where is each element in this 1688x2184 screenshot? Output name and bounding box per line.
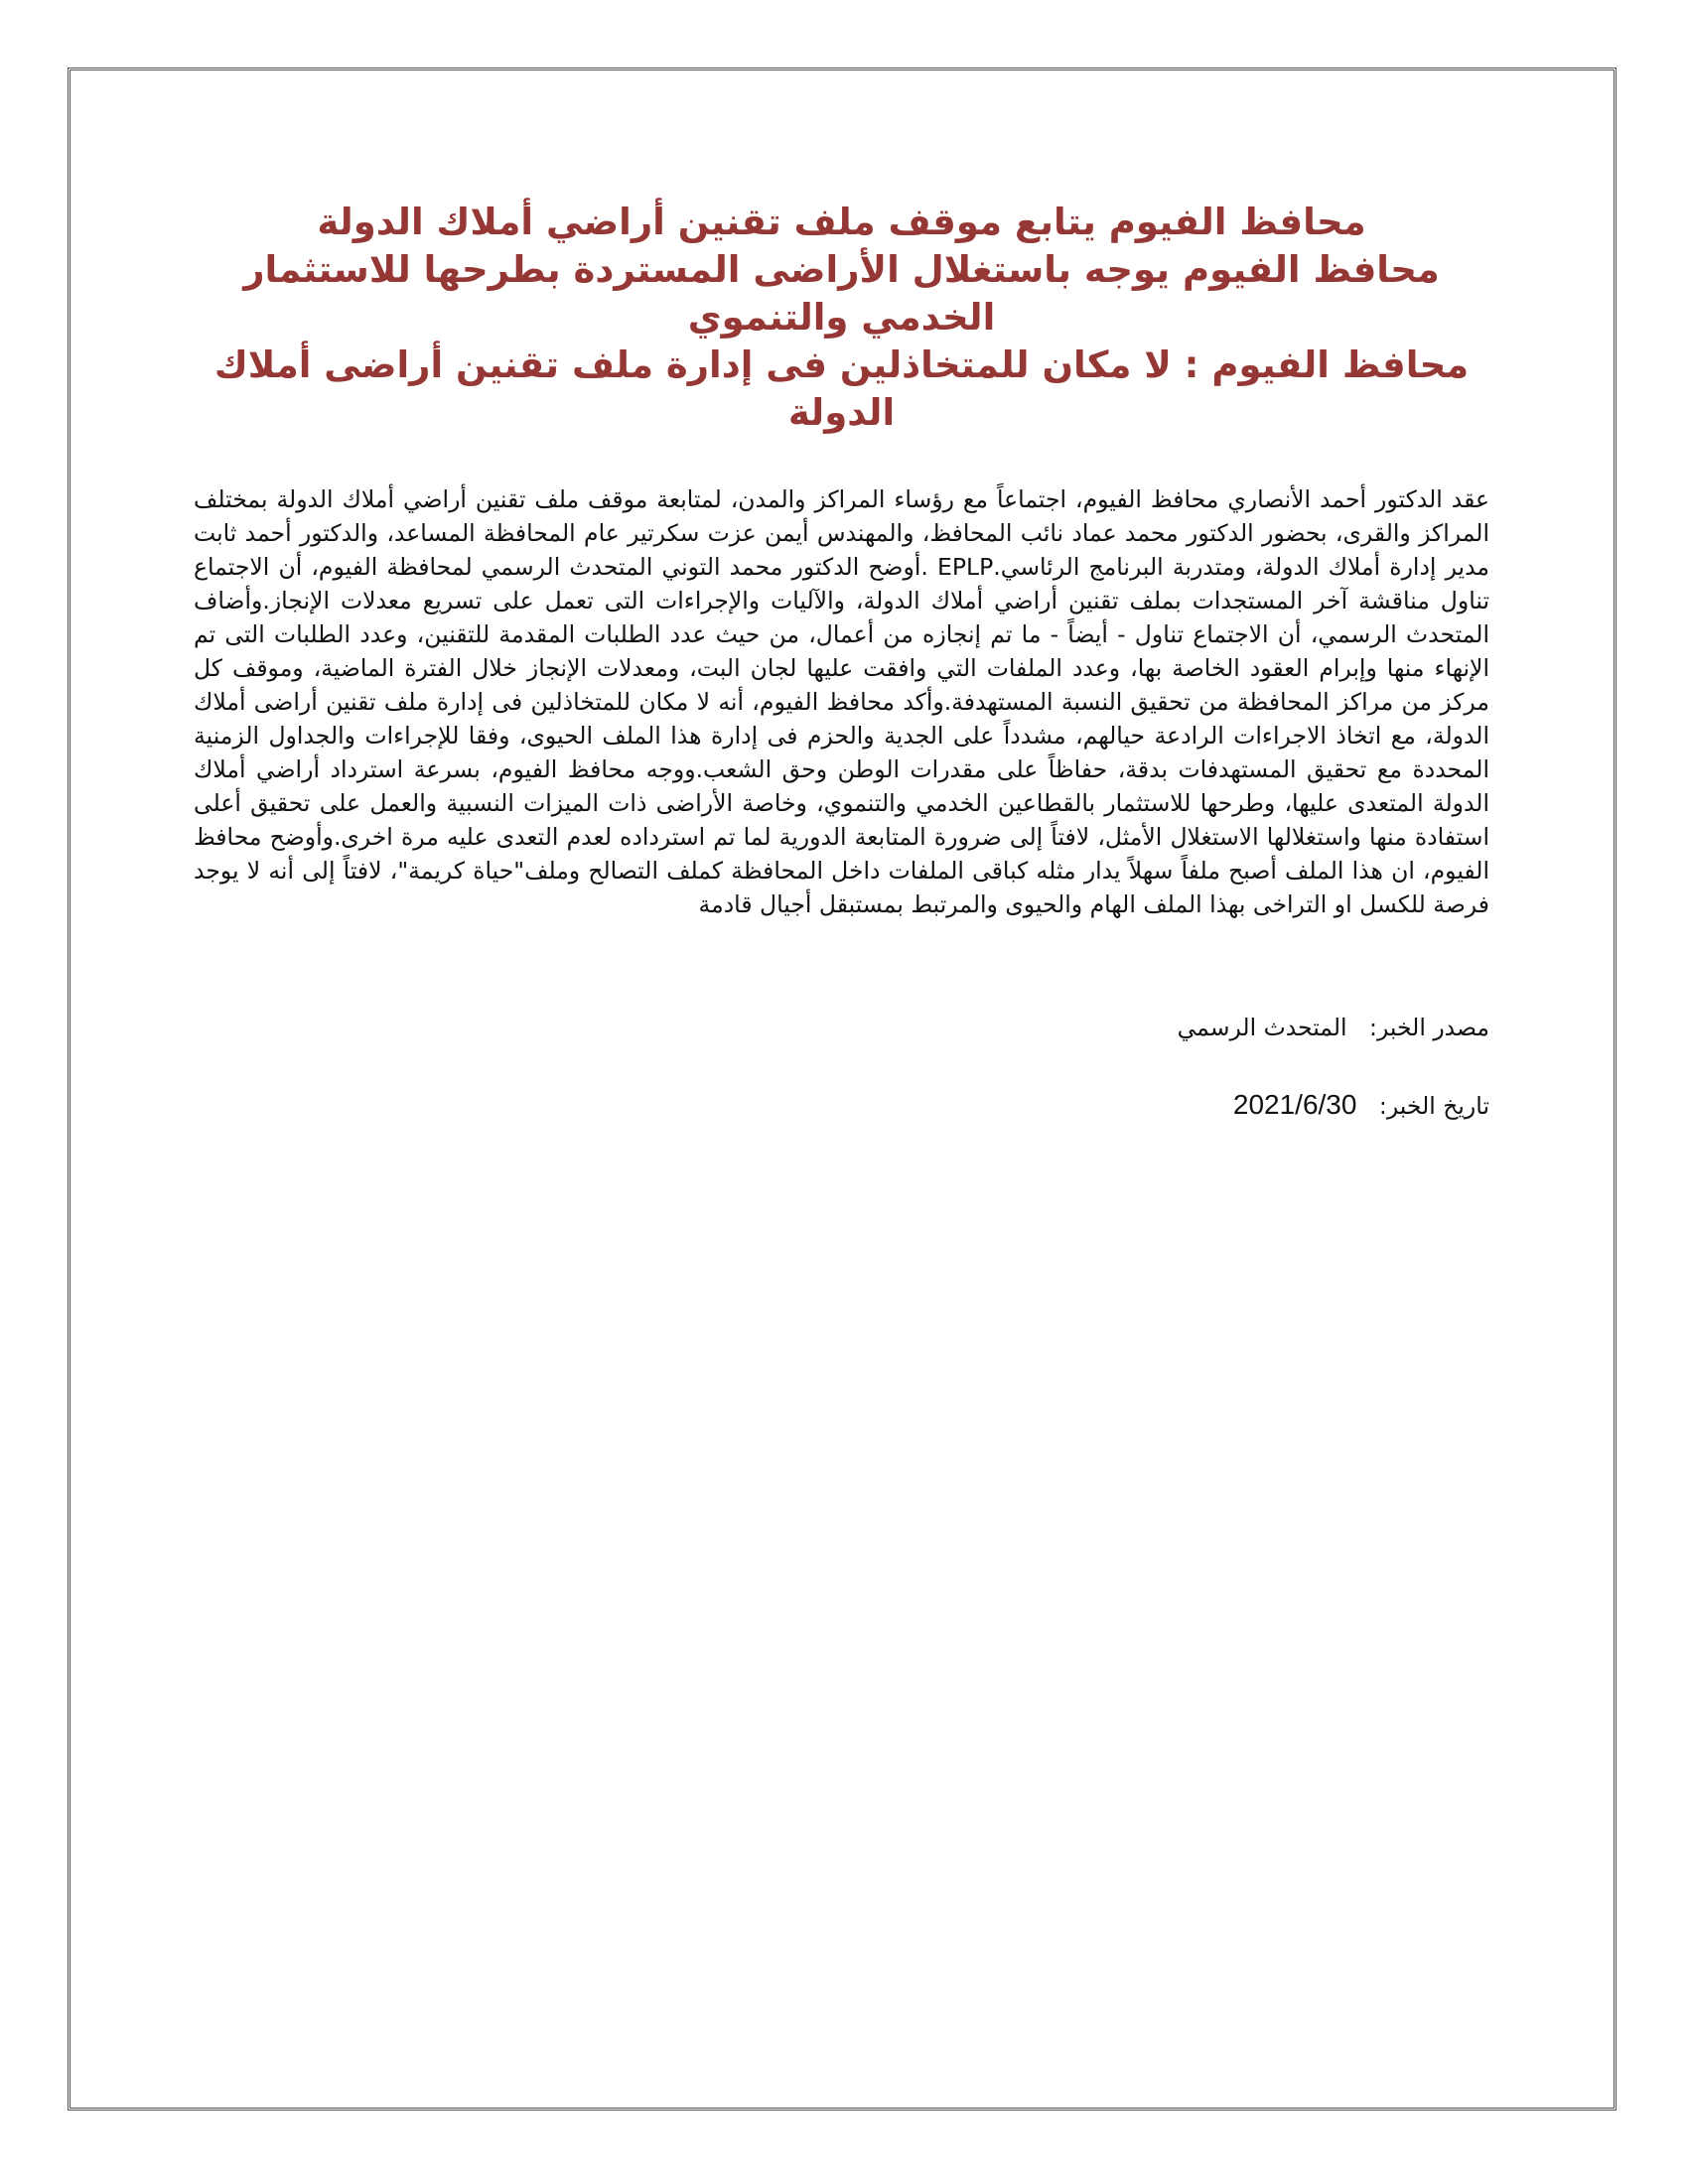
headline-3: محافظ الفيوم : لا مكان للمتخاذلين فى إدارة ملف تقنين أراضى أملاك الدولة: [213, 343, 1470, 434]
source-value: المتحدث الرسمي: [1177, 1014, 1347, 1041]
document-content: [194, 199, 1489, 1166]
headline-block: [194, 199, 1489, 437]
date-label: تاريخ الخبر:: [1378, 1092, 1489, 1120]
date-value: 2021/6/30: [1232, 1089, 1357, 1120]
article-body: عقد الدكتور أحمد الأنصاري محافظ الفيوم، اجتماعاً مع رؤساء المراكز والمدن، لمتابعة موقف ملف تقنين أراضي أملاك الدولة بمختلف المراكز والقرى، بحضور الدكتور محمد عماد نائب المحافظ، والمهندس أيمن عزت سكرتير عام المحافظة المساعد، والدكتور أحمد ثابت مدير إدارة أملاك الدولة، ومتدربة البرنامج الرئاسي.EPLP .أوضح الدكتور محمد التوني المتحدث الرسمي لمحافظة الفيوم، أن الاجتماع تناول مناقشة آخر المستجدات بملف تقنين أراضي أملاك الدولة، والآليات والإجراءات التى تعمل على تسريع معدلات الإنجاز.وأضاف المتحدث الرسمي، أن الاجتماع تناول - أيضاً - ما تم إنجازه من أعمال، من حيث عدد الطلبات المقدمة للتقنين، وعدد الطلبات التى تم الإنهاء منها وإبرام العقود الخاصة بها، وعدد الملفات التي وافقت عليها لجان البت، ومعدلات الإنجاز خلال الفترة الماضية، وموقف كل مركز من مراكز المحافظة من تحقيق النسبة المستهدفة.وأكد محافظ الفيوم، أنه لا مكان للمتخاذلين فى إدارة ملف تقنين أراضى أملاك الدولة، مع اتخاذ الاجراءات الرادعة حيالهم، مشدداً على الجدية والحزم فى إدارة هذا الملف الحيوى، وفقا للإجراءات والجداول الزمنية المحددة مع تحقيق المستهدفات بدقة، حفاظاً على مقدرات الوطن وحق الشعب.ووجه محافظ الفيوم، بسرعة استرداد أراضي أملاك الدولة المتعدى عليها، وطرحها للاستثمار بالقطاعين الخدمي والتنموي، وخاصة الأراضى ذات الميزات النسبية والعمل على تحقيق أعلى استفادة منها واستغلالها الاستغلال الأمثل، لافتاً إلى ضرورة المتابعة الدورية لما تم استرداده لعدم التعدى عليه مرة اخرى.وأوضح محافظ الفيوم، ان هذا الملف أصبح ملفاً سهلاً يدار مثله كباقى الملفات داخل المحافظة كملف التصالح وملف"حياة كريمة"، لافتاً إلى أنه لا يوجد فرصة للكسل او التراخى بهذا الملف الهام والحيوى والمرتبط بمستبقل أجيال قادمة: [194, 485, 1489, 918]
source-row: [194, 1011, 1489, 1044]
article-meta: [194, 1011, 1489, 1123]
source-label: مصدر الخبر:: [1369, 1014, 1489, 1041]
headline-2: محافظ الفيوم يوجه باستغلال الأراضى المستردة بطرحها للاستثمار الخدمي والتنموي: [243, 248, 1440, 339]
headline-1: محافظ الفيوم يتابع موقف ملف تقنين أراضي أملاك الدولة: [317, 201, 1366, 243]
date-row: [194, 1088, 1489, 1123]
